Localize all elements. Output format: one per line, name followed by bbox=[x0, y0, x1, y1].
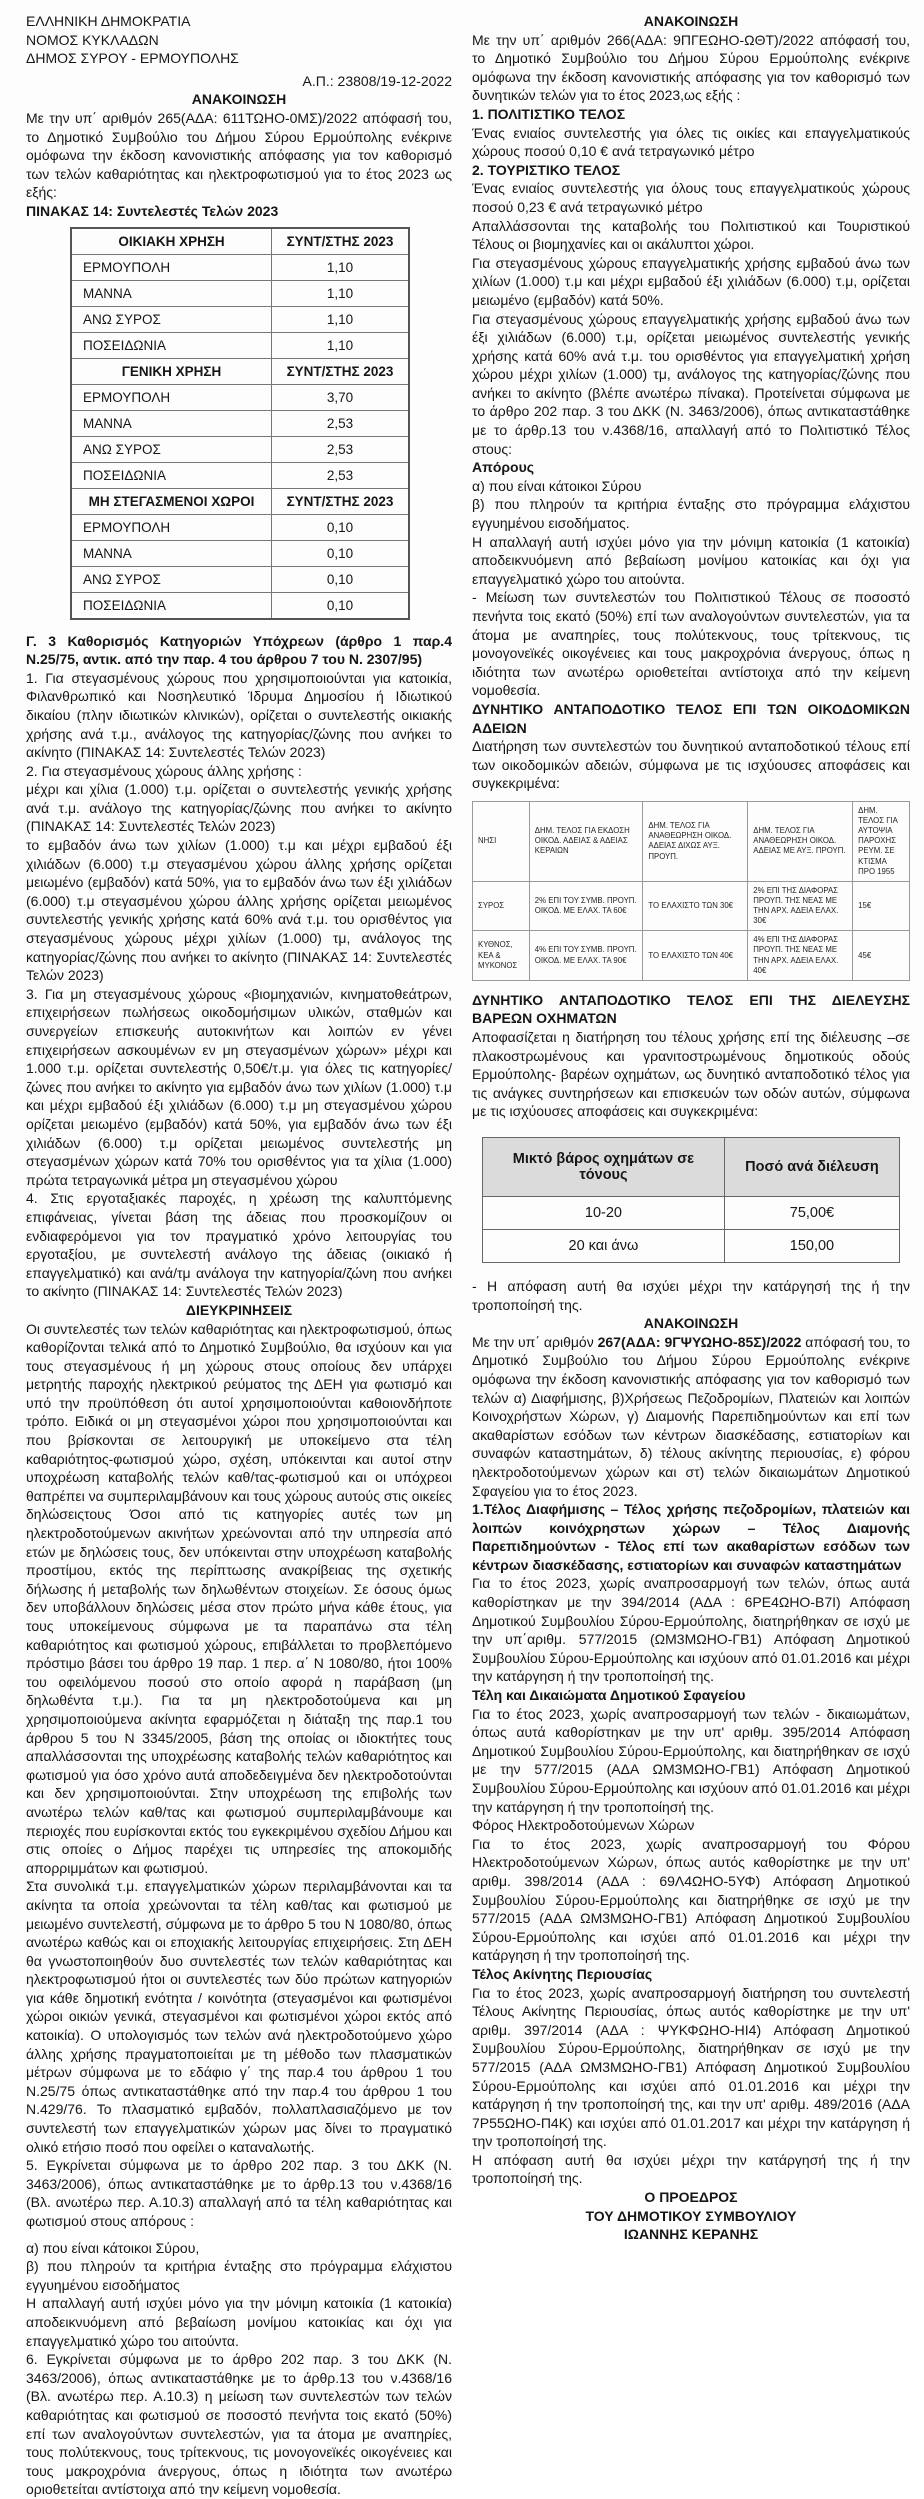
paragraph-item-2b: το εμβαδόν άνω των χιλίων (1.000) τ.μ και μέχρι εμβαδού έξι χιλιάδων (6.000) τ.μ στεγασμένου χώρου άλλης χρήσης ορίζεται μειωμένο (εμβαδόν) κατά 50%, για το εμβαδόν άνω των έξι χιλιάδων (6.000) τ.μ στεγασμένου χώρου άλλης χρήσης ορίζεται μειωμένος συντελεστής γενικής χρήσης κατά 60% ανά τ.μ. του ορισθέντος για στεγασμένους χώρους μέχρι χιλίων (1.000) τμ, ανάλογος της κατηγορίας/ζώνης που ανήκει το ακίνητο (ΠΙΝΑΚΑΣ 14: Συντελεστές Τελών 2023) bbox=[26, 837, 452, 984]
decision-number: 267(ΑΔΑ: 9ΓΨΥΩΗΟ-85Σ)/2022 bbox=[597, 1333, 802, 1350]
table-cell: 4% ΕΠΙ ΤΗΣ ΔΙΑΦΟΡΑΣ ΠΡΟΥΠ. ΤΗΣ ΝΕΑΣ ΜΕ ΤΗΝ ΑΡΧ. ΑΔΕΙΑ ΕΛΑΧ. 40€ bbox=[748, 931, 853, 981]
announcement-intro: Με την υπ΄ αριθμόν 265(ΑΔΑ: 611ΤΩΗΟ-0ΜΣ)/2022 απόφασή του, το Δημοτικό Συμβούλιο του Δήμου Σύρου Ερμούπολης ενέκρινε ομόφωνα την έκδοση κανονιστικής απόφασης για τον καθορισμό των τελών καθαριότητας και ηλεκτροφωτισμού για το έτος 2023 ως εξής: bbox=[26, 109, 452, 201]
table-section-row bbox=[71, 488, 409, 514]
table-cell: 0,10 bbox=[272, 540, 410, 566]
building-permits-intro: Διατήρηση των συντελεστών του δυνητικού ανταποδοτικού τέλους επί των οικοδομικών αδειών, σύμφωνα με τις ισχύουσες αποφάσεις και συγκεκριμένα: bbox=[472, 738, 910, 792]
over-1000-sqm-text: Για στεγασμένους χώρους επαγγελματικής χρήσης εμβαδού άνω των χιλίων (1.000) τ.μ και μέχρι εμβαδού έξι χιλιάδων (6.000) τ.μ, ορίζεται μειωμένο (εμβαδόν) κατά 50%. bbox=[472, 254, 910, 308]
table-cell: ΣΥΡΟΣ bbox=[473, 881, 530, 931]
table-cell: 75,00€ bbox=[724, 1196, 899, 1229]
section-heading-g3: Γ. 3 Καθορισμός Κατηγοριών Υπόχρεων (άρθρο 1 παρ.4 Ν.25/75, αντικ. από την παρ. 4 του άρθρου 7 του Ν. 2307/95) bbox=[26, 632, 452, 668]
validity-note: - Η απόφαση αυτή θα ισχύει μέχρι την κατάργησή της ή την τροποποίησή της. bbox=[472, 1277, 910, 1313]
table-row bbox=[71, 254, 409, 280]
table-cell: 4% ΕΠΙ ΤΟΥ ΣΥΜΒ. ΠΡΟΥΠ. ΟΙΚΟΔ. ΜΕ ΕΛΑΧ. ΤΑ 90€ bbox=[529, 931, 643, 981]
table-row bbox=[71, 384, 409, 410]
table-cell: 3,70 bbox=[272, 384, 410, 410]
table-header-row bbox=[483, 1137, 900, 1196]
slaughterhouse-text: Για το έτος 2023, χωρίς αναπροσαρμογή των τελών - δικαιωμάτων, όπως αυτά καθορίστηκαν με την υπ' αριθμ. 395/2014 Απόφαση Δημοτικού Συμβουλίου Σύρου-Ερμούπολης, και διατηρήθηκαν σε ισχύ με την 577/2015 (ΑΔΑ ΩΜ3ΜΩΗΟ-ΓΒ1) Απόφαση Δημοτικού Συμβουλίου Σύρου-Ερμούπολης και ισχύουν από 01.01.2016 και μέχρι την κατάργηση ή την τροποποίησή της. bbox=[472, 1705, 910, 1815]
tourist-fee-text: Ένας ενιαίος συντελεστής για όλους τους επαγγελματικούς χώρους ποσού 0,23 € ανά τετραγωνικό μέτρο bbox=[472, 180, 910, 215]
paragraph-item-3: 3. Για μη στεγασμένους χώρους «βιομηχανιών, κινηματοθεάτρων, επιχειρήσεων πωλήσεως οικοδομήσιμων υλικών, σταθμών και συνεργείων επισκευής αυτοκινήτων και λοιπών εν γένει επιχειρήσεων ασκουμένων εν μη στεγασμένων χώρων» μέχρι και 1.000 τ.μ. ορίζεται συντελεστής 0,50€/τ.μ. για όλες τις κατηγορίες/ζώνες που ανήκει το ακίνητο για εμβαδόν άνω των χιλίων (1.000) τ.μ και μέχρι εμβαδού έξι χιλιάδων (6.000) τ.μ μη στεγασμένου χώρου ορίζεται μειωμένο (εμβαδόν) κατά 50%, για εμβαδόν άνω των έξι χιλιάδων (6.000) τ.μ ορίζεται μειωμένος συντελεστής μη στεγασμένων χώρων κατά 70% του ορισθέντος για τα χίλια (1.000) πρώτα τετραγωνικά μέτρα μη στεγασμένου χώρου bbox=[26, 985, 452, 1188]
aporous-condition-a: α) που είναι κάτοικοι Σύρου bbox=[472, 477, 642, 494]
table-cell: ΕΡΜΟΥΠΟΛΗ bbox=[71, 514, 272, 540]
property-tax-text: Για το έτος 2023, χωρίς αναπροσαρμογή διατήρηση του συντελεστή Τέλους Ακίνητης Περιουσίας, όπως αυτός καθορίστηκε με την υπ' αριθμ. 397/2014 (ΑΔΑ : ΨΥΚΦΩΗΟ-ΗΙ4) Απόφαση Δημοτικού Συμβουλίου Σύρου-Ερμούπολης, διατηρήθηκαν σε ισχύ με την 577/2015 (ΑΔΑ ΩΜ3ΜΩΗΟ-ΓΒ1) Απόφαση Δημοτικού Συμβουλίου Σύρου-Ερμούπολης και ισχύει από 01.01.2016 και μέχρι την κατάργηση ή την τροποποίησή της, και την υπ' αριθμ. 489/2016 (ΑΔΑ 7Ρ55ΩΗΟ-Π4Κ) και ισχύει από 01.01.2017 και μέχρι την κατάργηση ή την τροποποίησή της. bbox=[472, 1984, 910, 2150]
heavy-vehicles-intro: Αποφασίζεται η διατήρηση του τέλους χρήσης επί της διέλευσης –σε πλακοστρωμένους και γρανιτοστρωμένους δημοτικούς οδούς Ερμούπολης- βαρέων οχημάτων, ως δυνητικό ανταποδοτικό τέλος για τις ανάγκες συντηρήσεων και επισκευών των οδών αυτών, σύμφωνα με τις ισχύουσες αποφάσεις και συγκεκριμένα: bbox=[472, 1029, 910, 1120]
slaughterhouse-heading: Τέλη και Δικαιώματα Δημοτικού Σφαγείου bbox=[472, 1687, 746, 1704]
paragraph-item-4: 4. Στις εργοταξιακές παροχές, η χρέωση της καλυπτόμενης επιφάνειας, γίνεται βάση της άδειας που προσκομίζουν οι ενδιαφερόμενοι για τον πραγματικό χρόνο λειτουργίας του εργοταξίου, με συντελεστή ανάλογο της άδειας (οικιακό ή επαγγελματικό) και ανά/τμ ανάλογα την κατηγορία/ζώνη που ανήκει το ακίνητο (ΠΙΝΑΚΑΣ 14: Συντελεστές Τελών 2023) bbox=[26, 1190, 452, 1300]
table-cell: ΜΗ ΣΤΕΓΑΣΜΕΝΟΙ ΧΩΡΟΙ bbox=[71, 488, 272, 514]
announcement-intro-pre: Με την υπ΄ αριθμόν bbox=[472, 1333, 598, 1350]
table-header-row bbox=[473, 801, 910, 881]
announcement-title: ΑΝΑΚΟΙΝΩΣΗ bbox=[643, 13, 739, 29]
exemption-condition-b: β) που πληρούν τα κριτήρια ένταξης στο πρόγραμμα ελάχιστου εγγυημένου εισοδήματος bbox=[26, 2258, 452, 2293]
announcement-title: ΑΝΑΚΟΙΝΩΣΗ bbox=[643, 1315, 739, 1332]
table-cell: 45€ bbox=[853, 931, 910, 981]
table-cell: ΚΥΘΝΟΣ, ΚΕΑ & ΜΥΚΟΝΟΣ bbox=[473, 931, 530, 981]
table-cell: ΕΡΜΟΥΠΟΛΗ bbox=[71, 384, 272, 410]
issuing-authority-line: ΔΗΜΟΣ ΣΥΡΟΥ - ΕΡΜΟΥΠΟΛΗΣ bbox=[26, 50, 239, 67]
table-cell: ΠΟΣΕΙΔΩΝΙΑ bbox=[71, 592, 272, 619]
building-permits-heading: ΔΥΝΗΤΙΚΟ ΑΝΤΑΠΟΔΟΤΙΚΟ ΤΕΛΟΣ ΕΠΙ ΤΩΝ ΟΙΚΟΔΟΜΙΚΩΝ ΑΔΕΙΩΝ bbox=[472, 700, 910, 736]
building-permit-fees-table bbox=[472, 801, 910, 981]
paragraph-item-2a: μέχρι και χίλια (1.000) τ.μ. ορίζεται ο συντελεστής γενικής χρήσης ανά τ.μ. ανάλογο της κατηγορίας/ζώνης που ανήκει το ακίνητο (ΠΙΝΑΚΑΣ 14: Συντελεστές Τελών 2023) bbox=[26, 781, 452, 835]
aporous-note: Η απαλλαγή αυτή ισχύει μόνο για την μόνιμη κατοικία (1 κατοικία) αποδεικνυόμενη από βεβαίωση μονίμου κατοικίας και όχι για επαγγελματικό χώρο του αιτούντα. bbox=[472, 533, 910, 587]
table-cell: ΠΟΣΕΙΔΩΝΙΑ bbox=[71, 332, 272, 358]
signature-line: ΙΩΑΝΝΗΣ ΚΕΡΑΝΗΣ bbox=[623, 2226, 759, 2243]
protocol-number: Α.Π.: 23808/19-12-2022 bbox=[302, 72, 452, 89]
table-cell: 2,53 bbox=[272, 436, 410, 462]
table-cell: 2% ΕΠΙ ΤΟΥ ΣΥΜΒ. ΠΡΟΥΠ. ΟΙΚΟΔ. ΜΕ ΕΛΑΧ. ΤΑ 60€ bbox=[529, 881, 643, 931]
cultural-fee-heading: 1. ΠΟΛΙΤΙΣΤΙΚΟ ΤΕΛΟΣ bbox=[472, 105, 626, 122]
table-cell: ΔΗΜ. ΤΕΛΟΣ ΓΙΑ ΑΝΑΘΕΩΡΗΣΗ ΟΙΚΟΔ. ΑΔΕΙΑΣ ΔΙΧΩΣ ΑΥΞ. ΠΡΟΥΠ. bbox=[643, 801, 748, 881]
issuing-authority-line: ΕΛΛΗΝΙΚΗ ΔΗΜΟΚΡΑΤΙΑ bbox=[26, 13, 191, 29]
announcement-intro bbox=[472, 1333, 910, 1500]
exemption-note: Η απαλλαγή αυτή ισχύει μόνο για την μόνιμη κατοικία (1 κατοικία) αποδεικνυόμενη από βεβαίωση μονίμου κατοικίας και όχι για επαγγελματικό χώρο του αιτούντα. bbox=[26, 2295, 452, 2349]
table14-caption: ΠΙΝΑΚΑΣ 14: Συντελεστές Τελών 2023 bbox=[26, 202, 279, 219]
table-cell: 1,10 bbox=[272, 306, 410, 332]
signature-line: ΤΟΥ ΔΗΜΟΤΙΚΟΥ ΣΥΜΒΟΥΛΙΟΥ bbox=[585, 2207, 797, 2224]
table-row bbox=[473, 931, 910, 981]
announcement-intro: Με την υπ΄ αριθμόν 266(ΑΔΑ: 9ΠΓΕΩΗΟ-ΩΘΤ)/2022 απόφασή του, το Δημοτικό Συμβούλιο του Δήμου Σύρου Ερμούπολης ενέκρινε ομόφωνα την έκδοση κανονιστικής απόφασης για τον καθορισμό των δυνητικών τελών για το έτος 2023,ως εξής : bbox=[472, 31, 910, 104]
table-section-row bbox=[71, 358, 409, 384]
table-cell: ΤΟ ΕΛΑΧΙΣΤΟ ΤΩΝ 40€ bbox=[643, 931, 748, 981]
table-cell: 1,10 bbox=[272, 280, 410, 306]
table-row bbox=[473, 881, 910, 931]
announcement-intro-rest: απόφασή του, το Δημοτικό Συμβούλιο του Δήμου Σύρου Ερμούπολης ενέκρινε ομόφωνα την έκδοση κανονιστικής απόφασης για τον καθορισμό των τελών α) Διαφήμισης, β)Χρήσεως Πεζοδρομίων, Πλατειών και λοιπών Κοινοχρήστων Χώρων, γ) Διαμονής Παρεπιδημούντων και επί των ακαθαρίστων εσόδων των κέντρων διασκέδασης, εστιατορίων και συναφών καταστημάτων, δ) τέλους ακίνητης περιουσίας, ε) φόρου ηλεκτροδοτούμενων χώρων και στ) τελών δικαιωμάτων Δημοτικού Σφαγείου για το έτος 2023. bbox=[472, 1333, 910, 1499]
table-cell: ΝΗΣΙ bbox=[473, 801, 530, 881]
paragraph-item-1: 1. Για στεγασμένους χώρους που χρησιμοποιούνται για κατοικία, Φιλανθρωπικό και Νοσηλευτικό Ίδρυμα Δημοσίου ή Ιδιωτικού δικαίου (πλην ιδιωτικών κλινικών), ορίζεται ο συντελεστής οικιακής χρήσης ανά τ.μ., ανάλογος της κατηγορίας/ζώνης που ανήκει το ακίνητο (ΠΙΝΑΚΑΣ 14: Συντελεστές Τελών 2023) bbox=[26, 669, 452, 761]
table-cell: 10-20 bbox=[483, 1196, 725, 1229]
table-row bbox=[71, 436, 409, 462]
table-cell: 0,10 bbox=[272, 592, 410, 619]
table-cell: 1,10 bbox=[272, 254, 410, 280]
table-cell: 2,53 bbox=[272, 462, 410, 488]
tourist-fee-heading: 2. ΤΟΥΡΙΣΤΙΚΟ ΤΕΛΟΣ bbox=[472, 161, 621, 178]
table-cell: ΜΑΝΝΑ bbox=[71, 410, 272, 436]
table-cell: 150,00 bbox=[724, 1229, 899, 1262]
table-row bbox=[71, 280, 409, 306]
aporous-condition-b: β) που πληρούν τα κριτήρια ένταξης στο πρόγραμμα ελάχιστου εγγυημένου εισοδήματος. bbox=[472, 496, 910, 532]
paragraph-item-2: 2. Για στεγασμένους χώρους άλλης χρήσης : bbox=[26, 762, 302, 779]
cultural-fee-text: Ένας ενιαίος συντελεστής για όλες τις οικίες και επαγγελματικούς χώρους ποσού 0,10 € ανά τετραγωνικό μέτρο bbox=[472, 124, 910, 160]
signature-line: Ο ΠΡΟΕΔΡΟΣ bbox=[644, 2189, 738, 2206]
table-cell: ΔΗΜ. ΤΕΛΟΣ ΓΙΑ ΕΚΔΟΣΗ ΟΙΚΟΔ. ΑΔΕΙΑΣ & ΑΔΕΙΑΣ ΚΕΡΑΙΩΝ bbox=[529, 801, 643, 881]
over-6000-sqm-text: Για στεγασμένους χώρους επαγγελματικής χρήσης εμβαδού άνω των έξι χιλιάδων (6.000) τ.μ, ορίζεται μειωμένος συντελεστής γενικής χρήσης κατά 60% ανά τ.μ. του ορισθέντος για επαγγελματική χρήση χώρου μέχρι χιλίων (1.000) τμ, ανάλογος της κατηγορίας/ζώνης που ανήκει το ακίνητο (βλέπε ανωτέρω πίνακα). Προτείνεται σύμφωνα με το άρθρο 202 παρ. 3 του ΔΚΚ (Ν. 3463/2006), όπως αντικαταστάθηκε με το άρθρ.13 του ν.4368/16, απαλλαγή από το Πολιτιστικό Τέλος στους: bbox=[472, 310, 910, 457]
table-cell: 15€ bbox=[853, 881, 910, 931]
table-cell: ΠΟΣΕΙΔΩΝΙΑ bbox=[71, 462, 272, 488]
paragraph-item-5: 5. Εγκρίνεται σύμφωνα με το άρθρο 202 παρ. 3 του ΔΚΚ (Ν. 3463/2006), όπως αντικαταστάθηκε με το άρθρ.13 του ν.4368/16 (Βλ. ανωτέρω περ. Α.10.3) απαλλαγή από τα τέλη καθαριότητας και φωτισμού στους απόρους : bbox=[26, 2157, 452, 2229]
issuing-authority-line: ΝΟΜΟΣ ΚΥΚΛΑΔΩΝ bbox=[26, 31, 159, 48]
table-cell: 20 και άνω bbox=[483, 1229, 725, 1262]
table-cell: ΜΑΝΝΑ bbox=[71, 540, 272, 566]
aporous-heading: Απόρους bbox=[472, 459, 535, 476]
table-cell: 1,10 bbox=[272, 332, 410, 358]
electrified-spaces-text: Για το έτος 2023, χωρίς αναπροσαρμογή του Φόρου Ηλεκτροδοτούμενων Χώρων, όπως αυτός καθορίστηκε με την υπ' αριθμ. 398/2014 (ΑΔΑ : 69Λ4ΩΗΟ-5ΥΦ) Απόφαση Δημοτικού Συμβουλίου Σύρου-Ερμούπολης και διατηρήθηκε σε ισχύ με την 577/2015 (ΑΔΑ ΩΜ3ΜΩΗΟ-ΓΒ1) Απόφαση Δημοτικού Συμβουλίου Σύρου-Ερμούπολης και ισχύει από 01.01.2016 και μέχρι την κατάργηση ή την τροποποίησή της. bbox=[472, 1835, 910, 1964]
table-row bbox=[71, 566, 409, 592]
electrified-spaces-heading: Φόρος Ηλεκτροδοτούμενων Χώρων bbox=[472, 1817, 695, 1834]
table-cell: ΓΕΝΙΚΗ ΧΡΗΣΗ bbox=[71, 358, 272, 384]
table-row bbox=[71, 514, 409, 540]
reduction-note: - Μείωση των συντελεστών του Πολιτιστικού Τέλους σε ποσοστό πενήντα τοις εκατό (50%) επί των αναλογούντων συντελεστών, για τα άτομα με αναπηρίες, τους πολύτεκνους, τους τρίτεκνους, τις μονογονεϊκές οικογένειες και τους μακροχρόνια άνεργους, όπως η ιδιότητα των ανωτέρω οριοθετείται αντίστοιχα από την κείμενη νομοθεσία. bbox=[472, 589, 910, 699]
table-cell: ΤΟ ΕΛΑΧΙΣΤΟ ΤΩΝ 30€ bbox=[643, 881, 748, 931]
table-row bbox=[71, 306, 409, 332]
clarifications-paragraph: Οι συντελεστές των τελών καθαριότητας και ηλεκτροφωτισμού, όπως καθορίζονται τελικά από το Δημοτικό Συμβούλιο, θα ισχύουν και για τους στεγασμένους ή μη χώρους στους οποίους δεν υπάρχει μετρητής παροχής ηλεκτρικού ρεύματος της ΔΕΗ για φωτισμό και υπό την προϋπόθεση ότι αυτοί χρησιμοποιούνται καθοιονδήποτε τρόπο. Ειδικά οι μη στεγασμένοι χώροι που χρησιμοποιούνται και που βρίσκονται σε λειτουργική με υποκείμενο στα τέλη καθαριότητος-φωτισμού χώρο, σχέση, υπόκεινται και αυτοί στην υποχρέωση καταβολής τελών καθ/τας-φωτισμού και οι υπόχρεοι θαπρέπει να συμπεριλαμβάνουν και τους χώρους αυτούς στις οικείες δηλώσειςτους Όσοι από τις κατηγορίες αυτές των μη ηλεκτροδοτούμενων ακινήτων χρεώνονται από την υπηρεσία από ετών με δηλώσεις τους, δεν υπόκεινται στην υποχρέωση καταβολής προστίμου, εκτός της περίπτωσης ανακρίβειας της σχετικής δήλωσης ή μεταβολής των δηλωθέντων στοιχείων. Σε όσους όμως δεν υποβάλλουν δηλώσεις μέσα στον πρώτο μήνα κάθε έτους, για τους υποκείμενους σύμφωνα με τα παραπάνω στα τέλη καθαριότητος και φωτισμού χώρους, επιβάλλεται το προβλεπόμενο πρόστιμο βάσει του άρθρο 19 παρ. 1 περ. α΄ Ν 1080/80, ήτοι 100% του οφειλόμενου ποσού στο οποίο αφορά η παράβαση (μη δηλωθέντα τ.μ.). Για τα μη ηλεκτροδοτούμενα και μη χρησιμοποιούμενα ακίνητα εφαρμόζεται η διάταξη της παρ.1 του άρθρου 5 του Ν 3345/2005, βάση της οποίας οι ιδιοκτήτες τους απαλλάσσονται της υποχρέωσης καταβολής τελών καθαριότητος και φωτισμού για όσο χρόνο αυτά αποδεδειγμένα δεν ηλεκτροδοτούνται και δεν χρησιμοποιούνται. Στην υποχρέωση της επιβολής των ανωτέρω τελών καθ/τας και φωτισμού συμπεριλαμβάνουμε και περιοχές που ευρίσκονται εκτός του εγκεκριμένου σχεδίου Δήμου και στις οποίες ο Δήμος παρέχει τις υπηρεσίες της αποκομιδής απορριμμάτων και φωτισμού. bbox=[26, 1320, 452, 1876]
rates-table bbox=[70, 227, 410, 620]
advertising-fees-heading: 1.Τέλος Διαφήμισης – Τέλος χρήσης πεζοδρομίων, πλατειών και λοιπών κοινόχρηστων χώρων – Τέλος Διαμονής Παρεπιδημούντων - Τέλος επί των ακαθαρίστων εσόδων των κέντρων διασκέδασης, εστιατορίων και συναφών καταστημάτων bbox=[472, 1501, 910, 1573]
table-cell: ΕΡΜΟΥΠΟΛΗ bbox=[71, 254, 272, 280]
table-cell: ΣΥΝΤ/ΣΤΗΣ 2023 bbox=[272, 358, 410, 384]
heavy-vehicles-heading: ΔΥΝΗΤΙΚΟ ΑΝΤΑΠΟΔΟΤΙΚΟ ΤΕΛΟΣ ΕΠΙ ΤΗΣ ΔΙΕΛΕΥΣΗΣ ΒΑΡΕΩΝ ΟΧΗΜΑΤΩΝ bbox=[472, 991, 910, 1027]
heavy-vehicle-toll-table bbox=[482, 1137, 900, 1263]
table-row bbox=[71, 332, 409, 358]
property-tax-heading: Τέλος Ακίνητης Περιουσίας bbox=[472, 1965, 653, 1982]
exemption-condition-a: α) που είναι κάτοικοι Σύρου, bbox=[26, 2239, 200, 2256]
table-cell: ΑΝΩ ΣΥΡΟΣ bbox=[71, 566, 272, 592]
left-column bbox=[0, 0, 462, 2498]
table-cell: 0,10 bbox=[272, 566, 410, 592]
table-row bbox=[483, 1229, 900, 1262]
table-cell: 0,10 bbox=[272, 514, 410, 540]
clarifications-title: ΔΙΕΥΚΡΙΝΗΣΕΙΣ bbox=[185, 1301, 293, 1318]
table-row bbox=[71, 592, 409, 619]
paragraph-item-6: 6. Εγκρίνεται σύμφωνα με το άρθρο 202 παρ. 3 του ΔΚΚ (Ν. 3463/2006), όπως αντικαταστάθηκε με το άρθρ.13 του ν.4368/16 (Βλ. ανωτέρω περ. Α.10.3) η μείωση των συντελεστών των τελών καθαριότητας και φωτισμού σε ποσοστό πενήντα τοις εκατό (50%) επί των αναλογούντων συντελεστών, για τα άτομα με αναπηρίες, τους πολύτεκνους, τους τρίτεκνους, τις μονογονεϊκές οικογένειες και τους μακροχρόνια άνεργους, όπως η ιδιότητα των ανωτέρω οριοθετείται αντίστοιχα από την κείμενη νομοθεσία. bbox=[26, 2351, 452, 2498]
right-column bbox=[462, 0, 924, 2243]
table-cell: Μικτό βάρος οχημάτων σε τόνους bbox=[483, 1137, 725, 1196]
clarifications-paragraph: Στα συνολικά τ.μ. επαγγελματικών χώρων περιλαμβάνονται και τα ακίνητα τα οποία χρεώνονται τα τέλη καθ/τας και φωτισμού με μειωμένο συντελεστή, σύμφωνα με το άρθρο 5 του Ν 1080/80, όπως ανωτέρω καθώς και οι εποχιακής λειτουργίας επιχειρήσεις. Στη ΔΕΗ θα γνωστοποιηθούν δυο συντελεστές των τελών καθαριότητας και ηλεκτροφωτισμού ήτοι οι συντελεστές των δύο πρώτων κατηγοριών για κάθε δημοτική ενότητα / κοινότητα (στεγασμένοι και φωτισμένοι χώροι οικιών γενικά, στεγασμένοι και φωτισμένοι χώροι εκτός από κατοικία). Ο υπολογισμός των τελών ανά ηλεκτροδοτούμενο χώρο άλλης χρήσης πραγματοποιείται με τη μέθοδο των πλασματικών μέτρων σύμφωνα με το εδάφιο γ΄ της παρ.4 του άρθρου 1 του Ν.25/75 όπως αντικαταστάθηκε από την παρ.4 του άρθρου 1 του Ν.429/76. Το πλασματικό εμβαδόν, πολλαπλασιαζόμενο με τον συντελεστή των επαγγελματικών χώρων μας δίνει το πραγματικό ολικό ετήσιο ποσό που οφείλει ο καταναλωτής. bbox=[26, 1878, 452, 2155]
table-row bbox=[71, 410, 409, 436]
table-cell: ΣΥΝΤ/ΣΤΗΣ 2023 bbox=[272, 488, 410, 514]
table-cell: 2% ΕΠΙ ΤΗΣ ΔΙΑΦΟΡΑΣ ΠΡΟΥΠ. ΤΗΣ ΝΕΑΣ ΜΕ ΤΗΝ ΑΡΧ. ΑΔΕΙΑ ΕΛΑΧ. 30€ bbox=[748, 881, 853, 931]
table-cell: ΑΝΩ ΣΥΡΟΣ bbox=[71, 436, 272, 462]
advertising-fees-text: Για το έτος 2023, χωρίς αναπροσαρμογή των τελών, όπως αυτά καθορίστηκαν με την 394/2014 (ΑΔΑ : 6ΡΕ4ΩΗΟ-Β7Ι) Απόφαση Δημοτικού Συμβουλίου Σύρου-Ερμούπολης, διατηρήθηκαν σε ισχύ με την υπ΄αριθμ. 577/2015 (ΩΜ3ΜΩΗΟ-ΓΒ1) Απόφαση Δημοτικού Συμβουλίου Σύρου-Ερμούπολης και ισχύουν από 01.01.2016 και μέχρι την κατάργηση ή την τροποποίησή της. bbox=[472, 1575, 910, 1685]
table-cell: ΟΙΚΙΑΚΗ ΧΡΗΣΗ bbox=[71, 228, 272, 255]
announcement-title: ΑΝΑΚΟΙΝΩΣΗ bbox=[191, 91, 287, 108]
table-row bbox=[483, 1196, 900, 1229]
final-validity-note: Η απόφαση αυτή θα ισχύει μέχρι την κατάργησή της ή την τροποποίησή της. bbox=[472, 2151, 910, 2187]
table-cell: ΔΗΜ. ΤΕΛΟΣ ΓΙΑ ΑΥΤΟΨΙΑ ΠΑΡΟΧΗΣ ΡΕΥΜ. ΣΕ ΚΤΙΣΜΑ ΠΡΟ 1955 bbox=[853, 801, 910, 881]
table-cell: 2,53 bbox=[272, 410, 410, 436]
table-cell: ΜΑΝΝΑ bbox=[71, 280, 272, 306]
table-cell: ΑΝΩ ΣΥΡΟΣ bbox=[71, 306, 272, 332]
table-cell: ΔΗΜ. ΤΕΛΟΣ ΓΙΑ ΑΝΑΘΕΩΡΗΣΗ ΟΙΚΟΔ. ΑΔΕΙΑΣ ΜΕ ΑΥΞ. ΠΡΟΥΠ. bbox=[748, 801, 853, 881]
table-section-row bbox=[71, 228, 409, 255]
table-row bbox=[71, 540, 409, 566]
exemption-text: Απαλλάσσονται της καταβολής του Πολιτιστικού και Τουριστικού Τέλους οι βιομηχανίες και οι ακάλυπτοι χώροι. bbox=[472, 217, 910, 253]
table-row bbox=[71, 462, 409, 488]
table-cell: Ποσό ανά διέλευση bbox=[724, 1137, 899, 1196]
table-cell: ΣΥΝΤ/ΣΤΗΣ 2023 bbox=[272, 228, 410, 255]
